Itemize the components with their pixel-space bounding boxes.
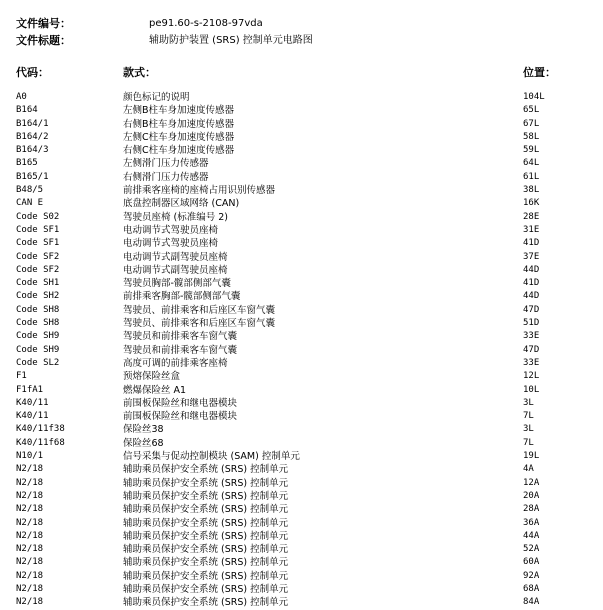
- table-row: [0, 277, 603, 290]
- file-title-label: 文件标题：: [16, 34, 71, 47]
- table-row: [0, 290, 603, 303]
- row-code: N2/18: [16, 464, 44, 475]
- row-description: 前围板保险丝和继电器模块: [123, 397, 238, 409]
- row-code: Code SF1: [16, 224, 60, 235]
- row-code: B164/3: [16, 145, 49, 156]
- table-row: [0, 556, 603, 569]
- row-position: 104L: [523, 92, 545, 102]
- row-position: 41D: [523, 278, 540, 289]
- table-row: [0, 157, 603, 170]
- row-position: 38L: [523, 185, 540, 196]
- row-position: 44D: [523, 291, 540, 302]
- row-code: K40/11: [16, 411, 49, 422]
- table-row: [0, 304, 603, 317]
- row-position: 3L: [523, 424, 534, 435]
- table-row: [0, 384, 603, 397]
- row-code: Code SH9: [16, 344, 60, 355]
- table-row: [0, 477, 603, 490]
- row-position: 28E: [523, 211, 540, 222]
- row-description: 辅助乘员保护安全系统 (SRS) 控制单元: [123, 530, 289, 542]
- row-code: N2/18: [16, 530, 44, 541]
- row-description: 辅助乘员保护安全系统 (SRS) 控制单元: [123, 477, 289, 489]
- component-table: [0, 91, 603, 610]
- row-description: 右侧滑门压力传感器: [123, 171, 209, 183]
- row-description: 电动调节式驾驶员座椅: [123, 238, 219, 250]
- row-description: 电动调节式驾驶员座椅: [123, 224, 219, 236]
- row-code: B48/5: [16, 185, 44, 196]
- table-row: [0, 423, 603, 436]
- row-code: F1fA1: [16, 384, 44, 395]
- row-description: 辅助乘员保护安全系统 (SRS) 控制单元: [123, 517, 289, 529]
- row-code: Code SF1: [16, 238, 60, 249]
- row-position: 7L: [523, 411, 534, 422]
- table-row: [0, 224, 603, 237]
- table-row: [0, 237, 603, 250]
- row-code: Code SH2: [16, 291, 60, 302]
- row-description: 电动调节式副驾驶员座椅: [123, 251, 228, 263]
- row-position: 47D: [523, 304, 540, 315]
- table-row: [0, 251, 603, 264]
- table-row: [0, 463, 603, 476]
- row-position: 58L: [523, 131, 540, 142]
- row-position: 51D: [523, 318, 540, 329]
- row-code: A0: [16, 92, 27, 102]
- row-position: 28A: [523, 504, 540, 515]
- row-description: 辅助乘员保护安全系统 (SRS) 控制单元: [123, 464, 289, 476]
- row-description: 信号采集与促动控制模块 (SAM) 控制单元: [123, 451, 300, 463]
- table-row: [0, 264, 603, 277]
- row-code: N2/18: [16, 544, 44, 555]
- row-position: 3L: [523, 397, 534, 408]
- table-row: [0, 543, 603, 556]
- table-row: [0, 197, 603, 210]
- row-code: B165: [16, 158, 38, 169]
- table-row: [0, 530, 603, 543]
- table-row: [0, 357, 603, 370]
- row-description: 驾驶员、前排乘客和后座区车窗气囊: [123, 304, 276, 316]
- row-description: 辅助乘员保护安全系统 (SRS) 控制单元: [123, 557, 289, 569]
- table-row: [0, 171, 603, 184]
- row-code: Code SF2: [16, 251, 60, 262]
- table-row: [0, 570, 603, 583]
- table-row: [0, 330, 603, 343]
- row-description: 辅助乘员保护安全系统 (SRS) 控制单元: [123, 544, 289, 556]
- row-description: 预熔保险丝盒: [123, 371, 181, 383]
- row-position: 61L: [523, 171, 540, 182]
- row-code: B164: [16, 105, 38, 116]
- row-description: 前排乘客座椅的座椅占用识别传感器: [123, 185, 276, 197]
- table-row: [0, 184, 603, 197]
- row-position: 64L: [523, 158, 540, 169]
- row-code: F1: [16, 371, 27, 382]
- row-description: 驾驶员座椅 (标准编号 2): [123, 211, 228, 223]
- row-description: 辅助乘员保护安全系统 (SRS) 控制单元: [123, 597, 289, 609]
- row-description: 保险丝68: [123, 437, 164, 449]
- row-code: Code SH1: [16, 278, 60, 289]
- row-code: N2/18: [16, 583, 44, 594]
- row-description: 保险丝38: [123, 424, 164, 436]
- row-code: N2/18: [16, 504, 44, 515]
- row-code: N2/18: [16, 477, 44, 488]
- row-code: Code S02: [16, 211, 60, 222]
- row-description: 前围板保险丝和继电器模块: [123, 411, 238, 423]
- table-row: [0, 91, 603, 104]
- row-code: N10/1: [16, 451, 44, 462]
- row-position: 16K: [523, 198, 540, 209]
- table-row: [0, 583, 603, 596]
- row-position: 52A: [523, 544, 540, 555]
- row-description: 辅助乘员保护安全系统 (SRS) 控制单元: [123, 583, 289, 595]
- table-row: [0, 437, 603, 450]
- row-description: 右侧C柱车身加速度传感器: [123, 145, 235, 157]
- table-row: [0, 344, 603, 357]
- file-title-value: 辅助防护装置 (SRS) 控制单元电路图: [149, 35, 313, 46]
- row-position: 84A: [523, 597, 540, 608]
- row-code: B164/2: [16, 131, 49, 142]
- row-code: B165/1: [16, 171, 49, 182]
- column-header-code: 代码：: [16, 66, 49, 79]
- table-row: [0, 503, 603, 516]
- row-description: 前排乘客胸部-髋部侧部气囊: [123, 291, 241, 303]
- row-description: 右侧B柱车身加速度传感器: [123, 118, 235, 130]
- row-description: 辅助乘员保护安全系统 (SRS) 控制单元: [123, 490, 289, 502]
- file-number-label: 文件编号：: [16, 17, 71, 30]
- row-code: K40/11f38: [16, 424, 65, 435]
- row-description: 燃爆保险丝 A1: [123, 384, 187, 396]
- row-position: 12L: [523, 371, 540, 382]
- row-code: Code SL2: [16, 357, 60, 368]
- row-code: Code SH9: [16, 331, 60, 342]
- row-position: 44D: [523, 264, 540, 275]
- row-position: 20A: [523, 490, 540, 501]
- table-row: [0, 410, 603, 423]
- row-code: N2/18: [16, 557, 44, 568]
- row-description: 辅助乘员保护安全系统 (SRS) 控制单元: [123, 570, 289, 582]
- table-row: [0, 596, 603, 609]
- row-position: 65L: [523, 105, 540, 116]
- row-code: K40/11: [16, 397, 49, 408]
- table-row: [0, 490, 603, 503]
- row-position: 33E: [523, 357, 540, 368]
- row-description: 颜色标记的说明: [123, 92, 190, 103]
- row-position: 31E: [523, 224, 540, 235]
- column-header-description: 款式：: [123, 66, 156, 79]
- row-position: 92A: [523, 570, 540, 581]
- row-position: 10L: [523, 384, 540, 395]
- row-code: Code SH8: [16, 304, 60, 315]
- row-code: N2/18: [16, 597, 44, 608]
- row-code: K40/11f68: [16, 437, 65, 448]
- row-description: 左侧B柱车身加速度传感器: [123, 105, 235, 117]
- row-position: 68A: [523, 583, 540, 594]
- row-code: CAN E: [16, 198, 44, 209]
- table-row: [0, 211, 603, 224]
- row-position: 4A: [523, 464, 534, 475]
- table-row: [0, 144, 603, 157]
- row-description: 左侧滑门压力传感器: [123, 158, 209, 170]
- row-description: 电动调节式副驾驶员座椅: [123, 264, 228, 276]
- table-row: [0, 517, 603, 530]
- row-position: 67L: [523, 118, 540, 129]
- row-description: 高度可调的前排乘客座椅: [123, 357, 228, 369]
- row-description: 驾驶员和前排乘客车窗气囊: [123, 331, 238, 343]
- row-position: 12A: [523, 477, 540, 488]
- file-number-value: pe91.60-s-2108-97vda: [149, 18, 263, 29]
- row-position: 36A: [523, 517, 540, 528]
- column-header-position: 位置：: [523, 66, 556, 79]
- row-description: 驾驶员、前排乘客和后座区车窗气囊: [123, 318, 276, 330]
- row-code: Code SF2: [16, 264, 60, 275]
- row-position: 7L: [523, 437, 534, 448]
- row-code: N2/18: [16, 570, 44, 581]
- row-description: 底盘控制器区域网络 (CAN): [123, 198, 240, 210]
- row-position: 37E: [523, 251, 540, 262]
- row-position: 59L: [523, 145, 540, 156]
- row-code: N2/18: [16, 517, 44, 528]
- table-row: [0, 118, 603, 131]
- row-position: 47D: [523, 344, 540, 355]
- row-description: 左侧C柱车身加速度传感器: [123, 131, 235, 143]
- row-description: 驾驶员胸部-髋部侧部气囊: [123, 278, 231, 290]
- row-code: B164/1: [16, 118, 49, 129]
- table-row: [0, 104, 603, 117]
- row-code: Code SH8: [16, 318, 60, 329]
- row-position: 60A: [523, 557, 540, 568]
- table-row: [0, 370, 603, 383]
- row-position: 41D: [523, 238, 540, 249]
- row-position: 44A: [523, 530, 540, 541]
- row-description: 辅助乘员保护安全系统 (SRS) 控制单元: [123, 504, 289, 516]
- table-row: [0, 317, 603, 330]
- row-position: 19L: [523, 451, 540, 462]
- table-row: [0, 131, 603, 144]
- row-position: 33E: [523, 331, 540, 342]
- table-row: [0, 450, 603, 463]
- row-description: 驾驶员和前排乘客车窗气囊: [123, 344, 238, 356]
- table-row: [0, 397, 603, 410]
- row-code: N2/18: [16, 490, 44, 501]
